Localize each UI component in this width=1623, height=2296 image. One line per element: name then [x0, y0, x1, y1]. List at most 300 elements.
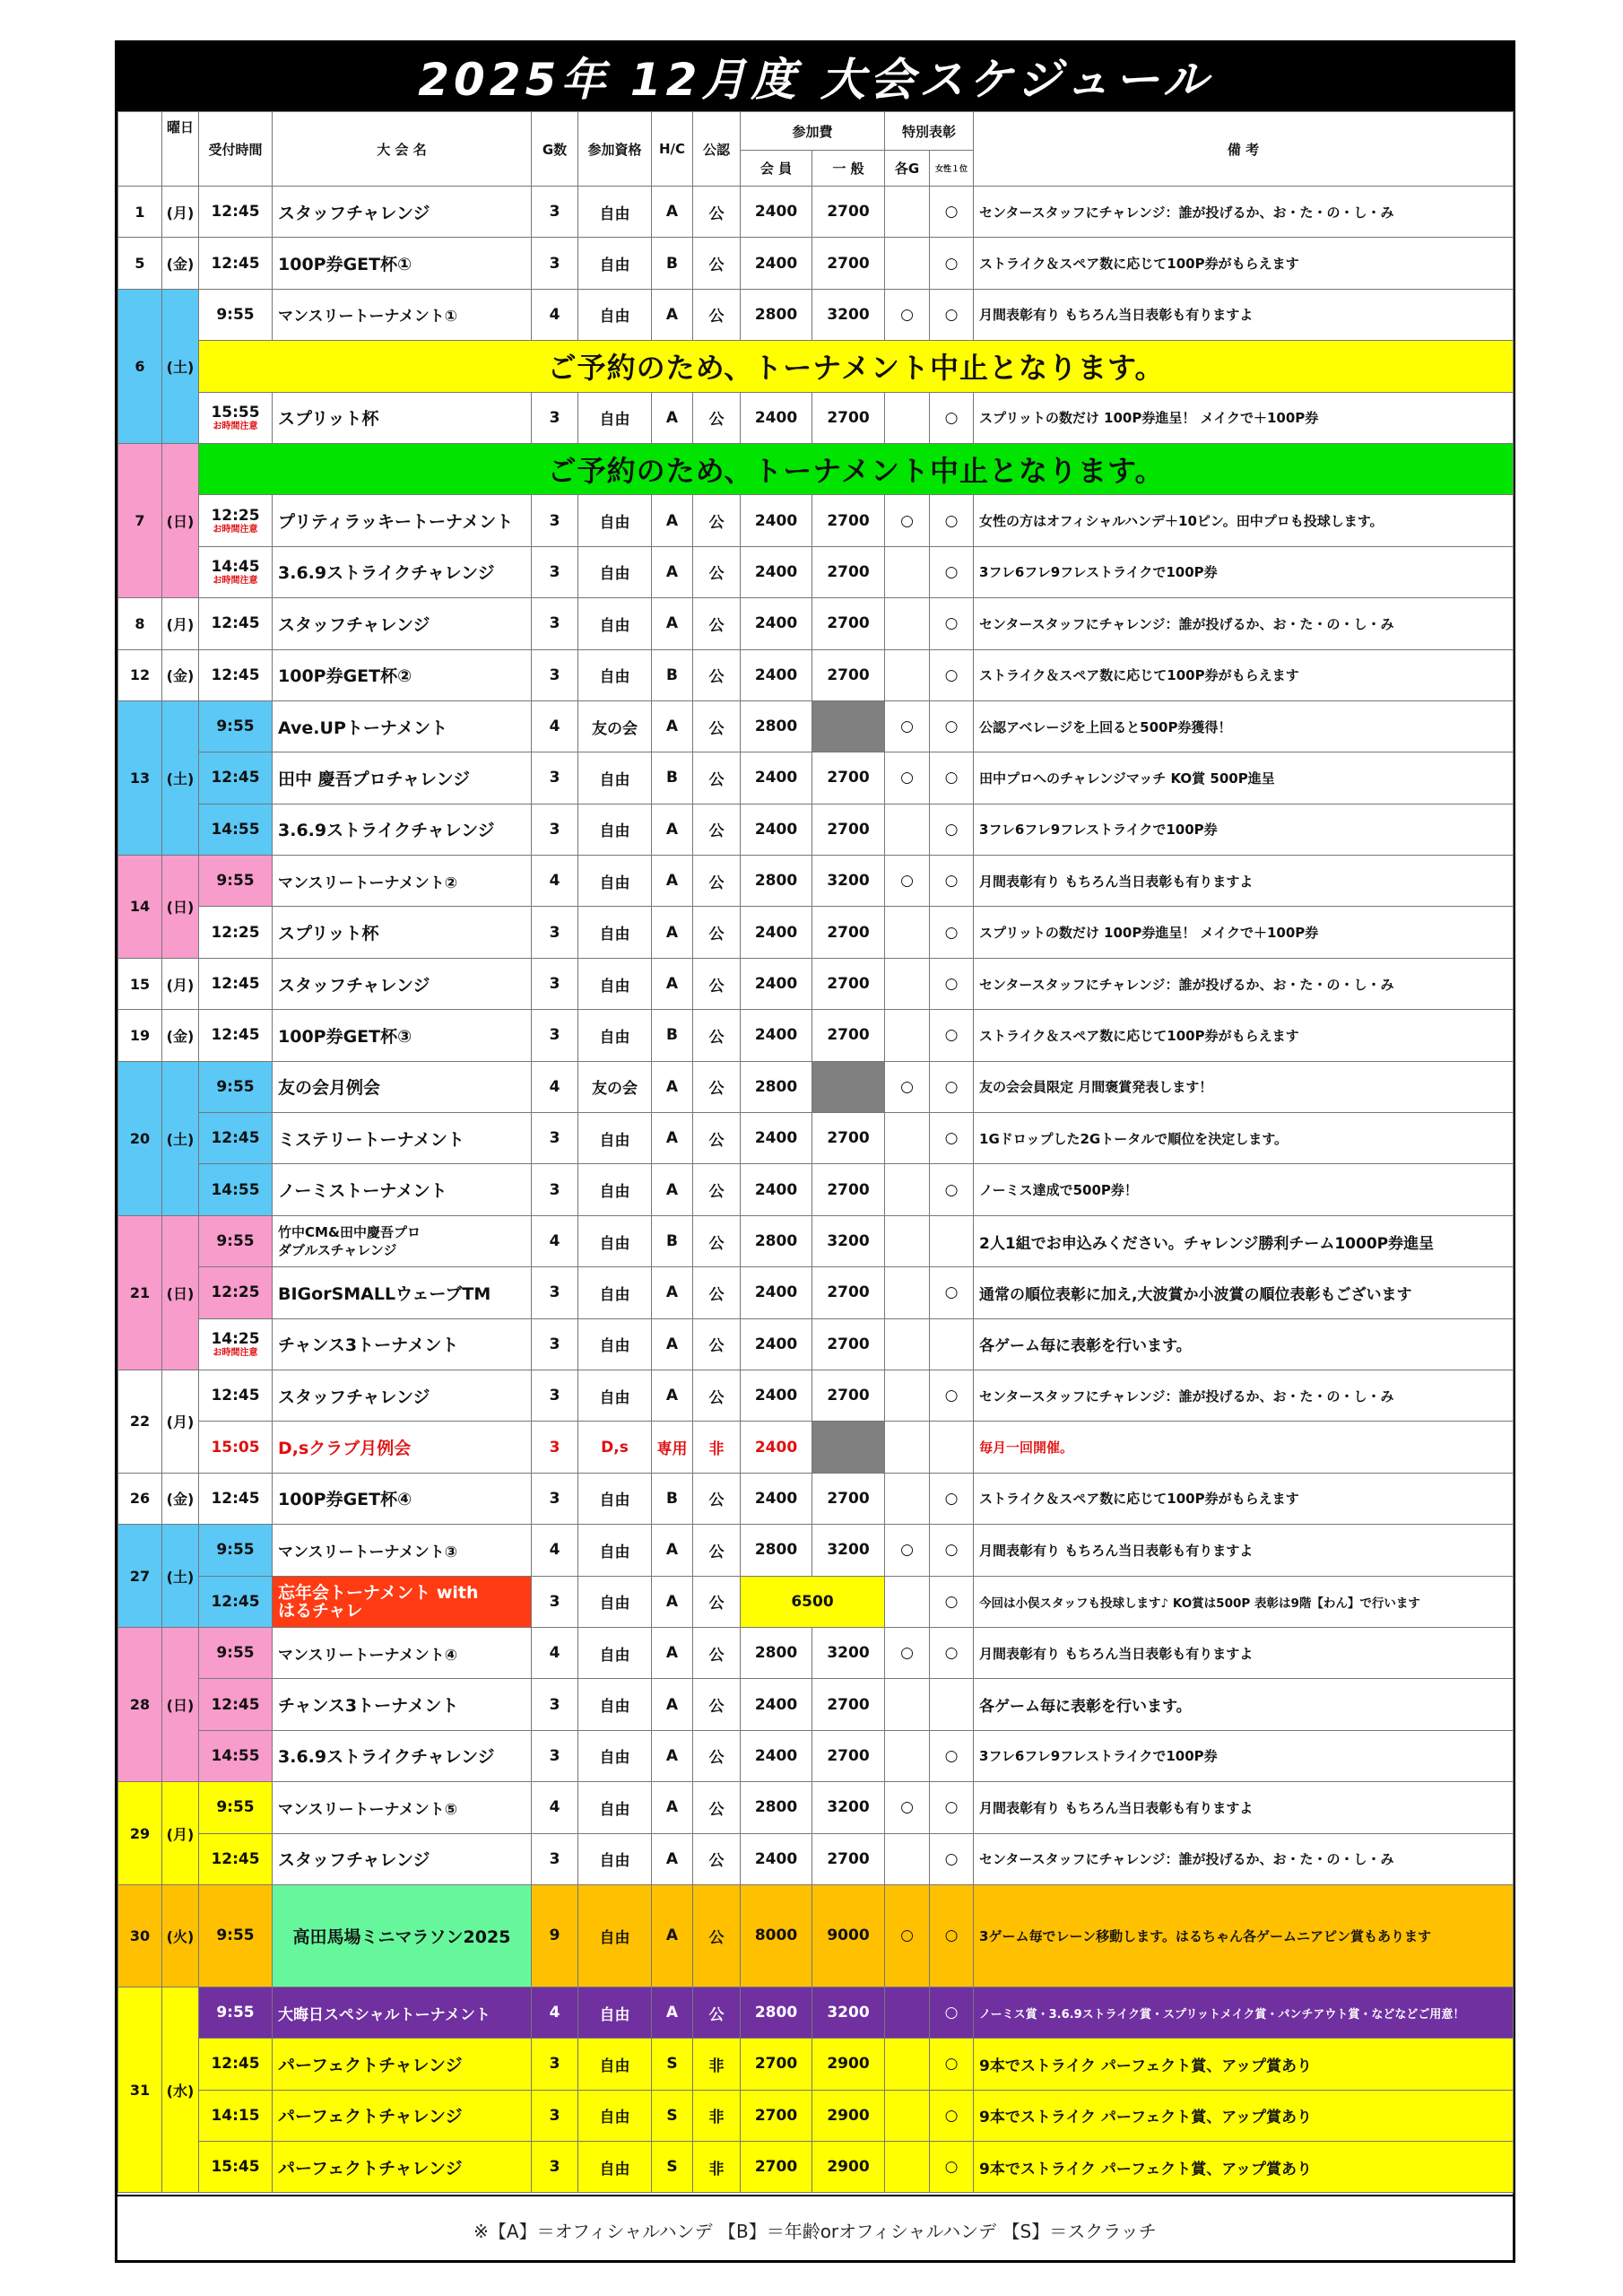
- time-cell: 12:25 お時間注意: [199, 495, 273, 546]
- games-cell: 4: [532, 289, 578, 340]
- member-fee: 2400: [741, 1679, 812, 1730]
- note-cell: 9本でストライク パーフェクト賞、アップ賞あり: [974, 2039, 1514, 2090]
- tournament-name: 大晦日スペシャルトーナメント: [273, 1987, 532, 2038]
- combined-fee: 6500: [741, 1576, 885, 1627]
- dow-cell: (日): [162, 1627, 199, 1781]
- each-g-award: [885, 907, 930, 958]
- general-fee: [812, 1061, 885, 1112]
- note-cell: ストライク＆スペア数に応じて100P券がもらえます: [974, 238, 1514, 289]
- table-row: [118, 1782, 1514, 1833]
- ko-cell: 非: [693, 2039, 741, 2090]
- member-fee: 2400: [741, 1010, 812, 1061]
- each-g-award: [885, 1010, 930, 1061]
- note-cell: 月間表彰有り もちろん当日表彰も有りますよ: [974, 1782, 1514, 1833]
- ko-cell: 公: [693, 1318, 741, 1370]
- hc-cell: A: [652, 1164, 693, 1215]
- qual-cell: 自由: [578, 1010, 652, 1061]
- note-cell: センタースタッフにチャレンジ：誰が投げるか、お・た・の・し・み: [974, 958, 1514, 1009]
- qual-cell: 自由: [578, 289, 652, 340]
- games-cell: 3: [532, 598, 578, 649]
- table-row: [118, 1679, 1514, 1730]
- member-fee: 2800: [741, 700, 812, 752]
- table-row: [118, 289, 1514, 340]
- table-row: [118, 1730, 1514, 1781]
- day-cell: 15: [118, 958, 162, 1009]
- time-cell: 9:55: [199, 289, 273, 340]
- hc-cell: A: [652, 495, 693, 546]
- ko-cell: 公: [693, 1164, 741, 1215]
- header-uketsuke: 受付時間: [199, 112, 273, 187]
- header-kaku-g: 各G: [885, 151, 930, 187]
- each-g-award: ○: [885, 1884, 930, 1987]
- hc-cell: A: [652, 1987, 693, 2038]
- female-award: [930, 1215, 974, 1266]
- qual-cell: 自由: [578, 1318, 652, 1370]
- time-note: お時間注意: [213, 1348, 258, 1359]
- member-fee: 8000: [741, 1884, 812, 1987]
- games-cell: 3: [532, 1370, 578, 1421]
- table-row: [118, 1267, 1514, 1318]
- female-award: ○: [930, 649, 974, 700]
- tournament-name: 友の会月例会: [273, 1061, 532, 1112]
- table-row: [118, 238, 1514, 289]
- ko-cell: 公: [693, 289, 741, 340]
- ko-cell: 非: [693, 2090, 741, 2141]
- each-g-award: ○: [885, 1525, 930, 1576]
- female-award: ○: [930, 1525, 974, 1576]
- table-row: [118, 1010, 1514, 1061]
- member-fee: 2400: [741, 1113, 812, 1164]
- table-row: [118, 598, 1514, 649]
- member-fee: 2400: [741, 958, 812, 1009]
- qual-cell: 自由: [578, 1164, 652, 1215]
- games-cell: 3: [532, 649, 578, 700]
- female-award: ○: [930, 2090, 974, 2141]
- member-fee: 2700: [741, 2039, 812, 2090]
- qual-cell: 友の会: [578, 1061, 652, 1112]
- qual-cell: 自由: [578, 1627, 652, 1678]
- day-cell: 7: [118, 443, 162, 597]
- cancel-banner: ご予約のため、トーナメント中止となります。: [199, 443, 1514, 494]
- hc-cell: A: [652, 1884, 693, 1987]
- hc-cell: S: [652, 2039, 693, 2090]
- general-fee: 2700: [812, 238, 885, 289]
- games-cell: 4: [532, 856, 578, 907]
- each-g-award: [885, 392, 930, 443]
- female-award: ○: [930, 2142, 974, 2193]
- each-g-award: [885, 649, 930, 700]
- qual-cell: 自由: [578, 804, 652, 855]
- each-g-award: [885, 1370, 930, 1421]
- general-fee: 2700: [812, 1010, 885, 1061]
- note-cell: 各ゲーム毎に表彰を行います。: [974, 1679, 1514, 1730]
- day-cell: 30: [118, 1884, 162, 1987]
- dow-cell: (金): [162, 649, 199, 700]
- day-cell: 20: [118, 1061, 162, 1215]
- table-row: [118, 1164, 1514, 1215]
- female-award: ○: [930, 1884, 974, 1987]
- header-hc: H/C: [652, 112, 693, 187]
- qual-cell: 自由: [578, 1370, 652, 1421]
- tournament-name: 3.6.9ストライクチャレンジ: [273, 1730, 532, 1781]
- general-fee: 2700: [812, 1267, 885, 1318]
- general-fee: 2700: [812, 495, 885, 546]
- table-row: [118, 392, 1514, 443]
- each-g-award: [885, 2039, 930, 2090]
- tournament-name: 100P券GET杯①: [273, 238, 532, 289]
- table-row: [118, 649, 1514, 700]
- member-fee: 2400: [741, 1267, 812, 1318]
- note-cell: 3ゲーム毎でレーン移動します。はるちゃん各ゲームニアピン賞もあります: [974, 1884, 1514, 1987]
- header-shikaku: 参加資格: [578, 112, 652, 187]
- female-award: ○: [930, 907, 974, 958]
- tournament-name: 3.6.9ストライクチャレンジ: [273, 546, 532, 597]
- general-fee: 3200: [812, 1525, 885, 1576]
- note-cell: 公認アベレージを上回ると500P券獲得！: [974, 700, 1514, 752]
- games-cell: 3: [532, 1473, 578, 1524]
- time-cell: 14:45 お時間注意: [199, 546, 273, 597]
- time-cell: 12:45: [199, 598, 273, 649]
- female-award: ○: [930, 187, 974, 238]
- table-row: [118, 546, 1514, 597]
- note-cell: センタースタッフにチャレンジ：誰が投げるか、お・た・の・し・み: [974, 187, 1514, 238]
- ko-cell: 非: [693, 2142, 741, 2193]
- member-fee: 2400: [741, 392, 812, 443]
- games-cell: 3: [532, 1679, 578, 1730]
- time-cell: 12:45: [199, 1010, 273, 1061]
- time-note: お時間注意: [213, 576, 258, 587]
- each-g-award: [885, 1215, 930, 1266]
- each-g-award: [885, 1833, 930, 1884]
- each-g-award: ○: [885, 700, 930, 752]
- hc-cell: A: [652, 1061, 693, 1112]
- dow-cell: (金): [162, 238, 199, 289]
- qual-cell: 自由: [578, 856, 652, 907]
- member-fee: 2400: [741, 649, 812, 700]
- day-cell: 12: [118, 649, 162, 700]
- qual-cell: 自由: [578, 2142, 652, 2193]
- games-cell: 3: [532, 1164, 578, 1215]
- time-cell: 9:55: [199, 1525, 273, 1576]
- note-cell: 2人1組でお申込みください。チャレンジ勝利チーム1000P券進呈: [974, 1215, 1514, 1266]
- table-row: [118, 2142, 1514, 2193]
- table-row: [118, 700, 1514, 752]
- each-g-award: [885, 1576, 930, 1627]
- general-fee: 2700: [812, 1833, 885, 1884]
- time-note: お時間注意: [213, 422, 258, 432]
- ko-cell: 公: [693, 1215, 741, 1266]
- games-cell: 3: [532, 1267, 578, 1318]
- note-cell: 3フレ6フレ9フレストライクで100P券: [974, 546, 1514, 597]
- tournament-name: マンスリートーナメント⑤: [273, 1782, 532, 1833]
- games-cell: 3: [532, 546, 578, 597]
- ko-cell: 非: [693, 1422, 741, 1473]
- tournament-name: マンスリートーナメント④: [273, 1627, 532, 1678]
- table-row: [118, 1525, 1514, 1576]
- member-fee: 2400: [741, 752, 812, 804]
- qual-cell: 自由: [578, 1113, 652, 1164]
- qual-cell: 自由: [578, 649, 652, 700]
- games-cell: 4: [532, 1627, 578, 1678]
- qual-cell: 自由: [578, 2039, 652, 2090]
- tournament-name: ミステリートーナメント: [273, 1113, 532, 1164]
- female-award: ○: [930, 856, 974, 907]
- games-cell: 4: [532, 1215, 578, 1266]
- header-ippan: 一 般: [812, 151, 885, 187]
- day-cell: 8: [118, 598, 162, 649]
- games-cell: 3: [532, 1010, 578, 1061]
- hc-cell: B: [652, 752, 693, 804]
- each-g-award: [885, 1318, 930, 1370]
- day-cell: 27: [118, 1525, 162, 1628]
- hc-cell: A: [652, 1113, 693, 1164]
- table-row: [118, 495, 1514, 546]
- cancel-row: [118, 341, 1514, 392]
- time-cell: 12:45: [199, 1113, 273, 1164]
- table-row: [118, 958, 1514, 1009]
- member-fee: 2700: [741, 2142, 812, 2193]
- ko-cell: 公: [693, 598, 741, 649]
- female-award: ○: [930, 238, 974, 289]
- table-row: [118, 1370, 1514, 1421]
- general-fee: 2900: [812, 2090, 885, 2141]
- member-fee: 2400: [741, 1318, 812, 1370]
- general-fee: 2700: [812, 907, 885, 958]
- hc-cell: B: [652, 238, 693, 289]
- note-cell: 月間表彰有り もちろん当日表彰も有りますよ: [974, 856, 1514, 907]
- female-award: ○: [930, 1267, 974, 1318]
- games-cell: 4: [532, 700, 578, 752]
- games-cell: 3: [532, 2090, 578, 2141]
- table-row: [118, 1473, 1514, 1524]
- general-fee: 9000: [812, 1884, 885, 1987]
- general-fee: 2700: [812, 187, 885, 238]
- female-award: ○: [930, 1370, 974, 1421]
- qual-cell: 自由: [578, 187, 652, 238]
- member-fee: 2400: [741, 1422, 812, 1473]
- games-cell: 3: [532, 907, 578, 958]
- dow-cell: (金): [162, 1473, 199, 1524]
- games-cell: 3: [532, 804, 578, 855]
- table-row: [118, 1061, 1514, 1112]
- time-cell: 12:45: [199, 1833, 273, 1884]
- day-cell: 13: [118, 700, 162, 855]
- member-fee: 2800: [741, 1627, 812, 1678]
- member-fee: 2400: [741, 495, 812, 546]
- female-award: ○: [930, 1833, 974, 1884]
- ko-cell: 公: [693, 958, 741, 1009]
- games-cell: 3: [532, 958, 578, 1009]
- header-yobi: 曜日: [162, 112, 199, 187]
- general-fee: 2700: [812, 752, 885, 804]
- each-g-award: [885, 1730, 930, 1781]
- general-fee: 2700: [812, 1679, 885, 1730]
- qual-cell: 自由: [578, 1473, 652, 1524]
- general-fee: 2700: [812, 546, 885, 597]
- games-cell: 4: [532, 1782, 578, 1833]
- general-fee: 2700: [812, 1730, 885, 1781]
- hc-cell: A: [652, 1318, 693, 1370]
- member-fee: 2400: [741, 804, 812, 855]
- each-g-award: [885, 1164, 930, 1215]
- each-g-award: ○: [885, 289, 930, 340]
- tournament-name: マンスリートーナメント③: [273, 1525, 532, 1576]
- each-g-award: [885, 2090, 930, 2141]
- table-row: [118, 1422, 1514, 1473]
- header-biko: 備 考: [974, 112, 1514, 187]
- hc-cell: A: [652, 1370, 693, 1421]
- note-cell: 9本でストライク パーフェクト賞、アップ賞あり: [974, 2090, 1514, 2141]
- hc-cell: A: [652, 1730, 693, 1781]
- female-award: ○: [930, 804, 974, 855]
- ko-cell: 公: [693, 1061, 741, 1112]
- day-cell: 28: [118, 1627, 162, 1781]
- female-award: ○: [930, 752, 974, 804]
- dow-cell: (月): [162, 958, 199, 1009]
- member-fee: 2800: [741, 1525, 812, 1576]
- note-cell: 友の会会員限定 月間褒賞発表します！: [974, 1061, 1514, 1112]
- table-row: [118, 804, 1514, 855]
- tournament-name: スタッフチャレンジ: [273, 1833, 532, 1884]
- female-award: ○: [930, 1627, 974, 1678]
- general-fee: 3200: [812, 856, 885, 907]
- games-cell: 3: [532, 752, 578, 804]
- day-cell: 31: [118, 1987, 162, 2193]
- hc-cell: B: [652, 1010, 693, 1061]
- member-fee: 2800: [741, 856, 812, 907]
- time-cell: 9:55: [199, 1987, 273, 2038]
- header-tokubetsu: 特別表彰: [885, 112, 974, 151]
- ko-cell: 公: [693, 1576, 741, 1627]
- general-fee: 3200: [812, 1987, 885, 2038]
- female-award: [930, 1318, 974, 1370]
- ko-cell: 公: [693, 1679, 741, 1730]
- general-fee: [812, 700, 885, 752]
- time-cell: 12:45: [199, 1473, 273, 1524]
- dow-cell: (土): [162, 1061, 199, 1215]
- time-cell: 14:55: [199, 1164, 273, 1215]
- qual-cell: 自由: [578, 546, 652, 597]
- female-award: ○: [930, 700, 974, 752]
- general-fee: 2700: [812, 804, 885, 855]
- general-fee: 3200: [812, 289, 885, 340]
- each-g-award: [885, 958, 930, 1009]
- time-cell: 12:45: [199, 187, 273, 238]
- hc-cell: A: [652, 1525, 693, 1576]
- ko-cell: 公: [693, 856, 741, 907]
- each-g-award: [885, 1113, 930, 1164]
- dow-cell: (月): [162, 598, 199, 649]
- qual-cell: 自由: [578, 1730, 652, 1781]
- qual-cell: 自由: [578, 1215, 652, 1266]
- ko-cell: 公: [693, 1627, 741, 1678]
- games-cell: 3: [532, 1318, 578, 1370]
- hc-cell: A: [652, 1267, 693, 1318]
- tournament-name: ノーミストーナメント: [273, 1164, 532, 1215]
- tournament-name: マンスリートーナメント②: [273, 856, 532, 907]
- table-row: [118, 752, 1514, 804]
- hc-cell: A: [652, 392, 693, 443]
- table-row: [118, 1215, 1514, 1266]
- each-g-award: ○: [885, 1627, 930, 1678]
- note-cell: 9本でストライク パーフェクト賞、アップ賞あり: [974, 2142, 1514, 2193]
- dow-cell: (土): [162, 700, 199, 855]
- table-row: [118, 1627, 1514, 1678]
- note-cell: 通常の順位表彰に加え,大波賞か小波賞の順位表彰もございます: [974, 1267, 1514, 1318]
- member-fee: 2800: [741, 1987, 812, 2038]
- hc-cell: A: [652, 1576, 693, 1627]
- hc-cell: A: [652, 289, 693, 340]
- member-fee: 2400: [741, 1164, 812, 1215]
- header-kaiin: 会 員: [741, 151, 812, 187]
- member-fee: 2700: [741, 2090, 812, 2141]
- general-fee: [812, 1422, 885, 1473]
- day-cell: 26: [118, 1473, 162, 1524]
- note-cell: センタースタッフにチャレンジ：誰が投げるか、お・た・の・し・み: [974, 598, 1514, 649]
- time-cell: 12:45: [199, 649, 273, 700]
- time-cell: 12:45: [199, 2039, 273, 2090]
- tournament-name: 高田馬場ミニマラソン2025: [273, 1884, 532, 1987]
- ko-cell: 公: [693, 1987, 741, 2038]
- qual-cell: 自由: [578, 1782, 652, 1833]
- games-cell: 3: [532, 2039, 578, 2090]
- each-g-award: ○: [885, 1061, 930, 1112]
- each-g-award: [885, 1679, 930, 1730]
- time-cell: 12:25: [199, 907, 273, 958]
- time-cell: 15:55 お時間注意: [199, 392, 273, 443]
- time-cell: 9:55: [199, 1884, 273, 1987]
- time-cell: 9:55: [199, 856, 273, 907]
- ko-cell: 公: [693, 238, 741, 289]
- note-cell: センタースタッフにチャレンジ：誰が投げるか、お・た・の・し・み: [974, 1833, 1514, 1884]
- general-fee: 2700: [812, 1370, 885, 1421]
- each-g-award: [885, 1267, 930, 1318]
- table-row: [118, 2039, 1514, 2090]
- time-cell: 14:15: [199, 2090, 273, 2141]
- tournament-name: スタッフチャレンジ: [273, 187, 532, 238]
- female-award: ○: [930, 2039, 974, 2090]
- day-cell: 14: [118, 856, 162, 959]
- tournament-name: パーフェクトチャレンジ: [273, 2090, 532, 2141]
- qual-cell: 自由: [578, 495, 652, 546]
- tournament-name: BIGorSMALLウェーブTM: [273, 1267, 532, 1318]
- each-g-award: [885, 2142, 930, 2193]
- member-fee: 2400: [741, 187, 812, 238]
- hc-cell: A: [652, 598, 693, 649]
- member-fee: 2800: [741, 1782, 812, 1833]
- qual-cell: D,s: [578, 1422, 652, 1473]
- cancel-banner: ご予約のため、トーナメント中止となります。: [199, 341, 1514, 392]
- ko-cell: 公: [693, 649, 741, 700]
- note-cell: ストライク＆スペア数に応じて100P券がもらえます: [974, 1010, 1514, 1061]
- header-sankahi: 参加費: [741, 112, 885, 151]
- qual-cell: 自由: [578, 907, 652, 958]
- games-cell: 4: [532, 1525, 578, 1576]
- general-fee: 2700: [812, 392, 885, 443]
- dow-cell: (月): [162, 187, 199, 238]
- games-cell: 4: [532, 1061, 578, 1112]
- member-fee: 2400: [741, 1370, 812, 1421]
- each-g-award: ○: [885, 856, 930, 907]
- day-cell: 29: [118, 1782, 162, 1885]
- female-award: ○: [930, 495, 974, 546]
- member-fee: 2800: [741, 289, 812, 340]
- games-cell: 3: [532, 1422, 578, 1473]
- time-cell: 9:55: [199, 1782, 273, 1833]
- tournament-name: 忘年会トーナメント with はるチャレ: [273, 1576, 532, 1627]
- ko-cell: 公: [693, 1473, 741, 1524]
- general-fee: 2700: [812, 1473, 885, 1524]
